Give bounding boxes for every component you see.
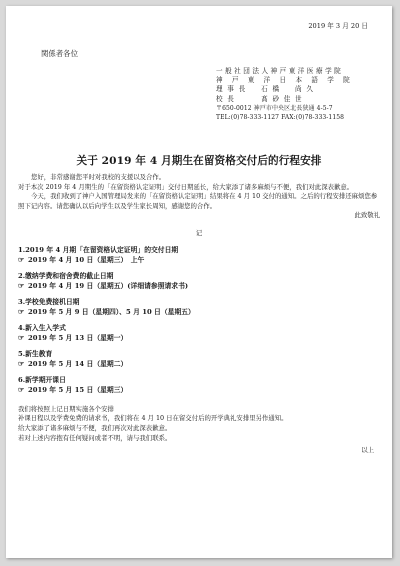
notice-paragraph: 今天，我们收到了神户入国管理局发来的「在留资格认定证明」结果将在 4 月 10 交付的通知。之后的行程安排还麻烦您参照下记内容。请您确认以后向学生以及学生家长周知，感谢您的合作。 [18,192,378,210]
closing-phrase: 此致敬礼 [354,211,380,220]
schedule-item-title: 6.新学期开课日 [18,375,66,384]
closing-notes [18,405,380,456]
schedule-item-date: ☞ 2019 年 5 月 13 日（星期一） [18,333,128,342]
sender-chairman: 理 事 長 石 橋 尚 久 [216,85,315,94]
pointing-hand-icon: ☞ [18,385,25,394]
schedule-item-date: ☞ 2019 年 5 月 9 日（星期四）、5 月 10 日（星期五） [18,307,195,316]
schedule-item-date: ☞ 2019 年 5 月 15 日（星期三） [18,385,128,394]
letter-body [18,173,380,456]
schedule-item-title: 4.新入生入学式 [18,323,66,332]
end-mark: 以上 [361,445,374,454]
schedule-item-title: 2.缴纳学费和宿舍费的截止日期 [18,271,114,280]
addressee: 関係者各位 [41,49,78,58]
pointing-hand-icon: ☞ [18,307,25,316]
schedule-item-date: ☞ 2019 年 4 月 19 日（星期五）(详细请参照请求书) [18,281,189,290]
sender-principal: 校 長 髙 砂 佳 世 [216,94,303,103]
schedule-item-title: 5.新生教育 [18,349,53,358]
pointing-hand-icon: ☞ [18,359,25,368]
pointing-hand-icon: ☞ [18,281,25,290]
schedule-item [18,245,380,265]
sender-organization: 一 般 社 団 法 人 神 戸 東 洋 医 療 学 院 [216,67,341,75]
sender-school: 神 戸 東 洋 日 本 語 学 院 [216,76,354,85]
schedule-item [18,349,380,369]
sender-phone-fax: TEL:(0)78-333-1127 FAX:(0)78-333-1158 [216,114,345,122]
sender-block [216,67,353,122]
ki-heading: 记 [195,228,203,237]
schedule-item [18,271,380,291]
schedule-item [18,297,380,317]
note-line: 若对上述内容抱有任何疑问或者不明，请与我们联系。 [18,433,172,442]
schedule-item-date: ☞ 2019 年 4 月 10 日（星期三） 上午 [18,255,145,264]
schedule-item [18,323,380,343]
schedule-item-date: ☞ 2019 年 5 月 14 日（星期二） [18,359,128,368]
note-line: 我们将按照上记日期实施各个安排 [18,404,114,413]
apology-paragraph: 对于本次 2019 年 4 月期生的「在留资格认定证明」交付日期延长，给大家添了诸多麻烦与不便，我们对此深表歉意。 [18,182,354,191]
letter-page [6,6,392,558]
pointing-hand-icon: ☞ [18,333,25,342]
schedule-item-title: 3.学校免费接机日期 [18,297,80,306]
schedule-item [18,375,380,395]
note-line: 给大家添了诸多麻烦与不便，我们再次对此深表歉意。 [18,424,172,433]
schedule-item-title: 1.2019 年 4 月期「在留资格认定证明」的交付日期 [18,245,179,254]
letter-title: 关于 2019 年 4 月期生在留资格交付后的行程安排 [76,155,322,167]
pointing-hand-icon: ☞ [18,255,25,264]
greeting: 您好，非常感谢您平时对我校的支援以及合作。 [31,173,166,181]
note-line: 补课日程以及学费免费的请求书，我们将在 4 月 10 日在留交付后的开学典礼安排里另作通知。 [18,414,288,423]
letter-date: 2019 年 3 月 20 日 [308,22,368,30]
sender-address: 〒650-0012 神戸市中央区北長狭通 4-5-7 [216,104,333,112]
